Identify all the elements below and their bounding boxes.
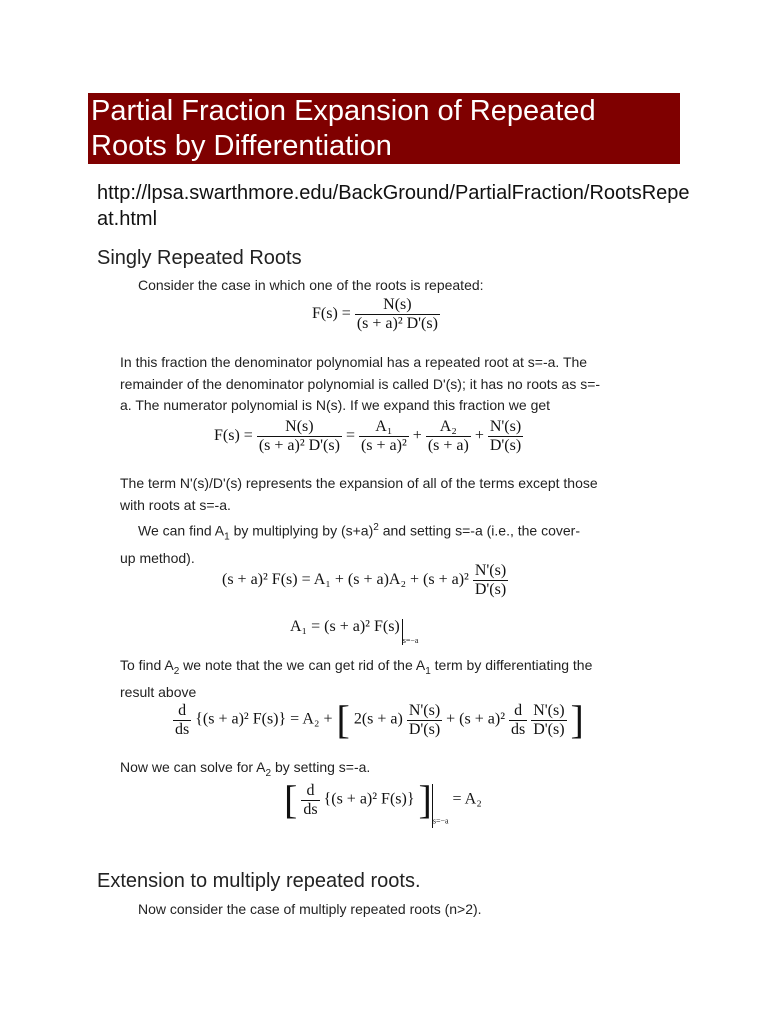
eq4-text: A₁ = (s + a)² F(s) (290, 618, 400, 635)
para4-sub: 2 (173, 665, 180, 677)
eq2-f4-den: D'(s) (489, 437, 522, 454)
eq2-f1-num: N(s) (257, 418, 342, 437)
eq5-mid: + (s + a)² (446, 710, 505, 728)
eq6-right-bracket: ] (418, 777, 432, 822)
eq5-derivative (173, 702, 191, 739)
equation-6 (284, 777, 482, 828)
eq6-inner: {(s + a)² F(s)} (323, 790, 415, 808)
paragraph-1 (120, 352, 660, 417)
para5-text-b: by setting s=-a. (271, 759, 371, 775)
para1-line-1: In this fraction the denominator polynomial has a repeated root at s=-a. The (120, 354, 588, 370)
eq2-equals: = (345, 427, 355, 445)
eq5-n-den: D'(s) (408, 720, 441, 738)
section-heading-multiple: Extension to multiply repeated roots. (97, 870, 421, 892)
eq2-f2-den: (s + a)² (360, 437, 407, 454)
eq5-term-a: 2(s + a) (353, 710, 403, 728)
para4-text-c: term by differentiating the (430, 657, 593, 673)
eq6-derivative (301, 782, 319, 819)
eq1-lhs: F(s) = (312, 305, 351, 323)
eq2-fraction-4 (488, 418, 523, 455)
para4-sub-2: 1 (425, 665, 431, 677)
para3-line-2: up method). (120, 549, 195, 566)
eq2-f1-den: (s + a)² D'(s) (258, 437, 340, 454)
eq4-eval: s=−a (402, 636, 419, 645)
para4-line-1 (120, 655, 660, 682)
eq6-d-num: d (301, 782, 319, 801)
eq5-inner: {(s + a)² F(s)} = A₂ + (195, 710, 333, 728)
eq5-n2-den: D'(s) (533, 720, 565, 738)
eq5-n2-num: N'(s) (533, 701, 565, 719)
multiple-intro-text: Now consider the case of multiply repeated roots (n>2). (138, 901, 482, 917)
para5-text-a: Now we can solve for A (120, 759, 266, 775)
intro-text: Consider the case in which one of the roots is repeated: (138, 277, 484, 293)
equation-2 (214, 418, 523, 455)
para3-sub: 1 (224, 531, 230, 543)
para2-line-2: with roots at s=-a. (120, 496, 231, 513)
section-heading-singly: Singly Repeated Roots (97, 247, 302, 269)
para1-line-3: a. The numerator polynomial is N(s). If we expand this fraction we get (120, 397, 551, 413)
title-line-2: Roots by Differentiation (91, 130, 392, 162)
eq6-left-bracket: [ (284, 777, 298, 822)
eq3-num: N'(s) (474, 562, 507, 579)
equation-5 (173, 697, 584, 742)
eq5-derivative-2 (509, 702, 527, 739)
eq5-d-num: d (173, 702, 191, 721)
eq5-fraction-1 (407, 702, 442, 739)
title-line-1: Partial Fraction Expansion of Repeated (91, 95, 596, 127)
eq5-d2-num: d (509, 702, 527, 721)
equation-3 (222, 562, 508, 599)
eq2-fraction-3 (426, 418, 471, 455)
para3-line-1 (120, 517, 660, 548)
eq3-text: (s + a)² F(s) = A₁ + (s + a)A₂ + (s + a)² (222, 571, 469, 589)
eq1-den: (s + a)² D'(s) (356, 315, 438, 332)
para1-line-2: remainder of the denominator polynomial is called D'(s); it has no roots as s=- (120, 375, 601, 392)
eq5-left-bracket: [ (336, 697, 350, 742)
para4-text-a: To find A (120, 657, 174, 673)
eq2-fraction-1 (257, 418, 342, 455)
para4-text-b: we note that the we can get rid of the A (179, 657, 426, 673)
equation-1 (312, 296, 440, 333)
eq6-rhs: = A₂ (452, 790, 482, 808)
para3-text-b: by multiplying by (s+a) (229, 522, 374, 539)
para4-line-2: result above (120, 684, 197, 701)
paragraph-2 (120, 473, 660, 516)
eq5-right-bracket: ] (570, 697, 584, 742)
eq6-eval: s=−a (432, 816, 449, 826)
eq2-fraction-2 (359, 418, 409, 455)
eq2-plus-1: + (412, 427, 422, 445)
eq1-fraction (355, 296, 440, 333)
eq5-d-den: ds (175, 720, 190, 738)
eq2-f3-den: (s + a) (427, 437, 469, 454)
eq3-fraction (473, 562, 508, 599)
para2-line-1: The term N'(s)/D'(s) represents the expansion of all of the terms except those (120, 475, 598, 491)
para3-text-c: and setting s=-a (i.e., the cover- (378, 522, 580, 539)
eq5-fraction-2 (531, 702, 566, 739)
eq3-den: D'(s) (474, 581, 507, 598)
eq5-d2-den: ds (510, 720, 526, 738)
para5-sub: 2 (265, 767, 272, 779)
eq5-n-num: N'(s) (408, 701, 441, 719)
eq2-f4-num: N'(s) (489, 418, 522, 435)
eq2-f2-num: A₁ (359, 418, 409, 437)
para3-text-a: We can find A (138, 522, 225, 539)
eq2-f3-num: A₂ (426, 418, 471, 437)
eq1-num: N(s) (355, 296, 440, 315)
eq2-plus-2: + (474, 427, 484, 445)
para3-sup: 2 (373, 522, 379, 533)
eq6-d-den: ds (303, 800, 318, 818)
eq2-lhs: F(s) = (214, 427, 253, 445)
source-url: http://lpsa.swarthmore.edu/BackGround/PartialFraction/RootsRepeat.html (97, 182, 690, 230)
page-title (88, 93, 680, 164)
equation-4 (290, 618, 418, 645)
